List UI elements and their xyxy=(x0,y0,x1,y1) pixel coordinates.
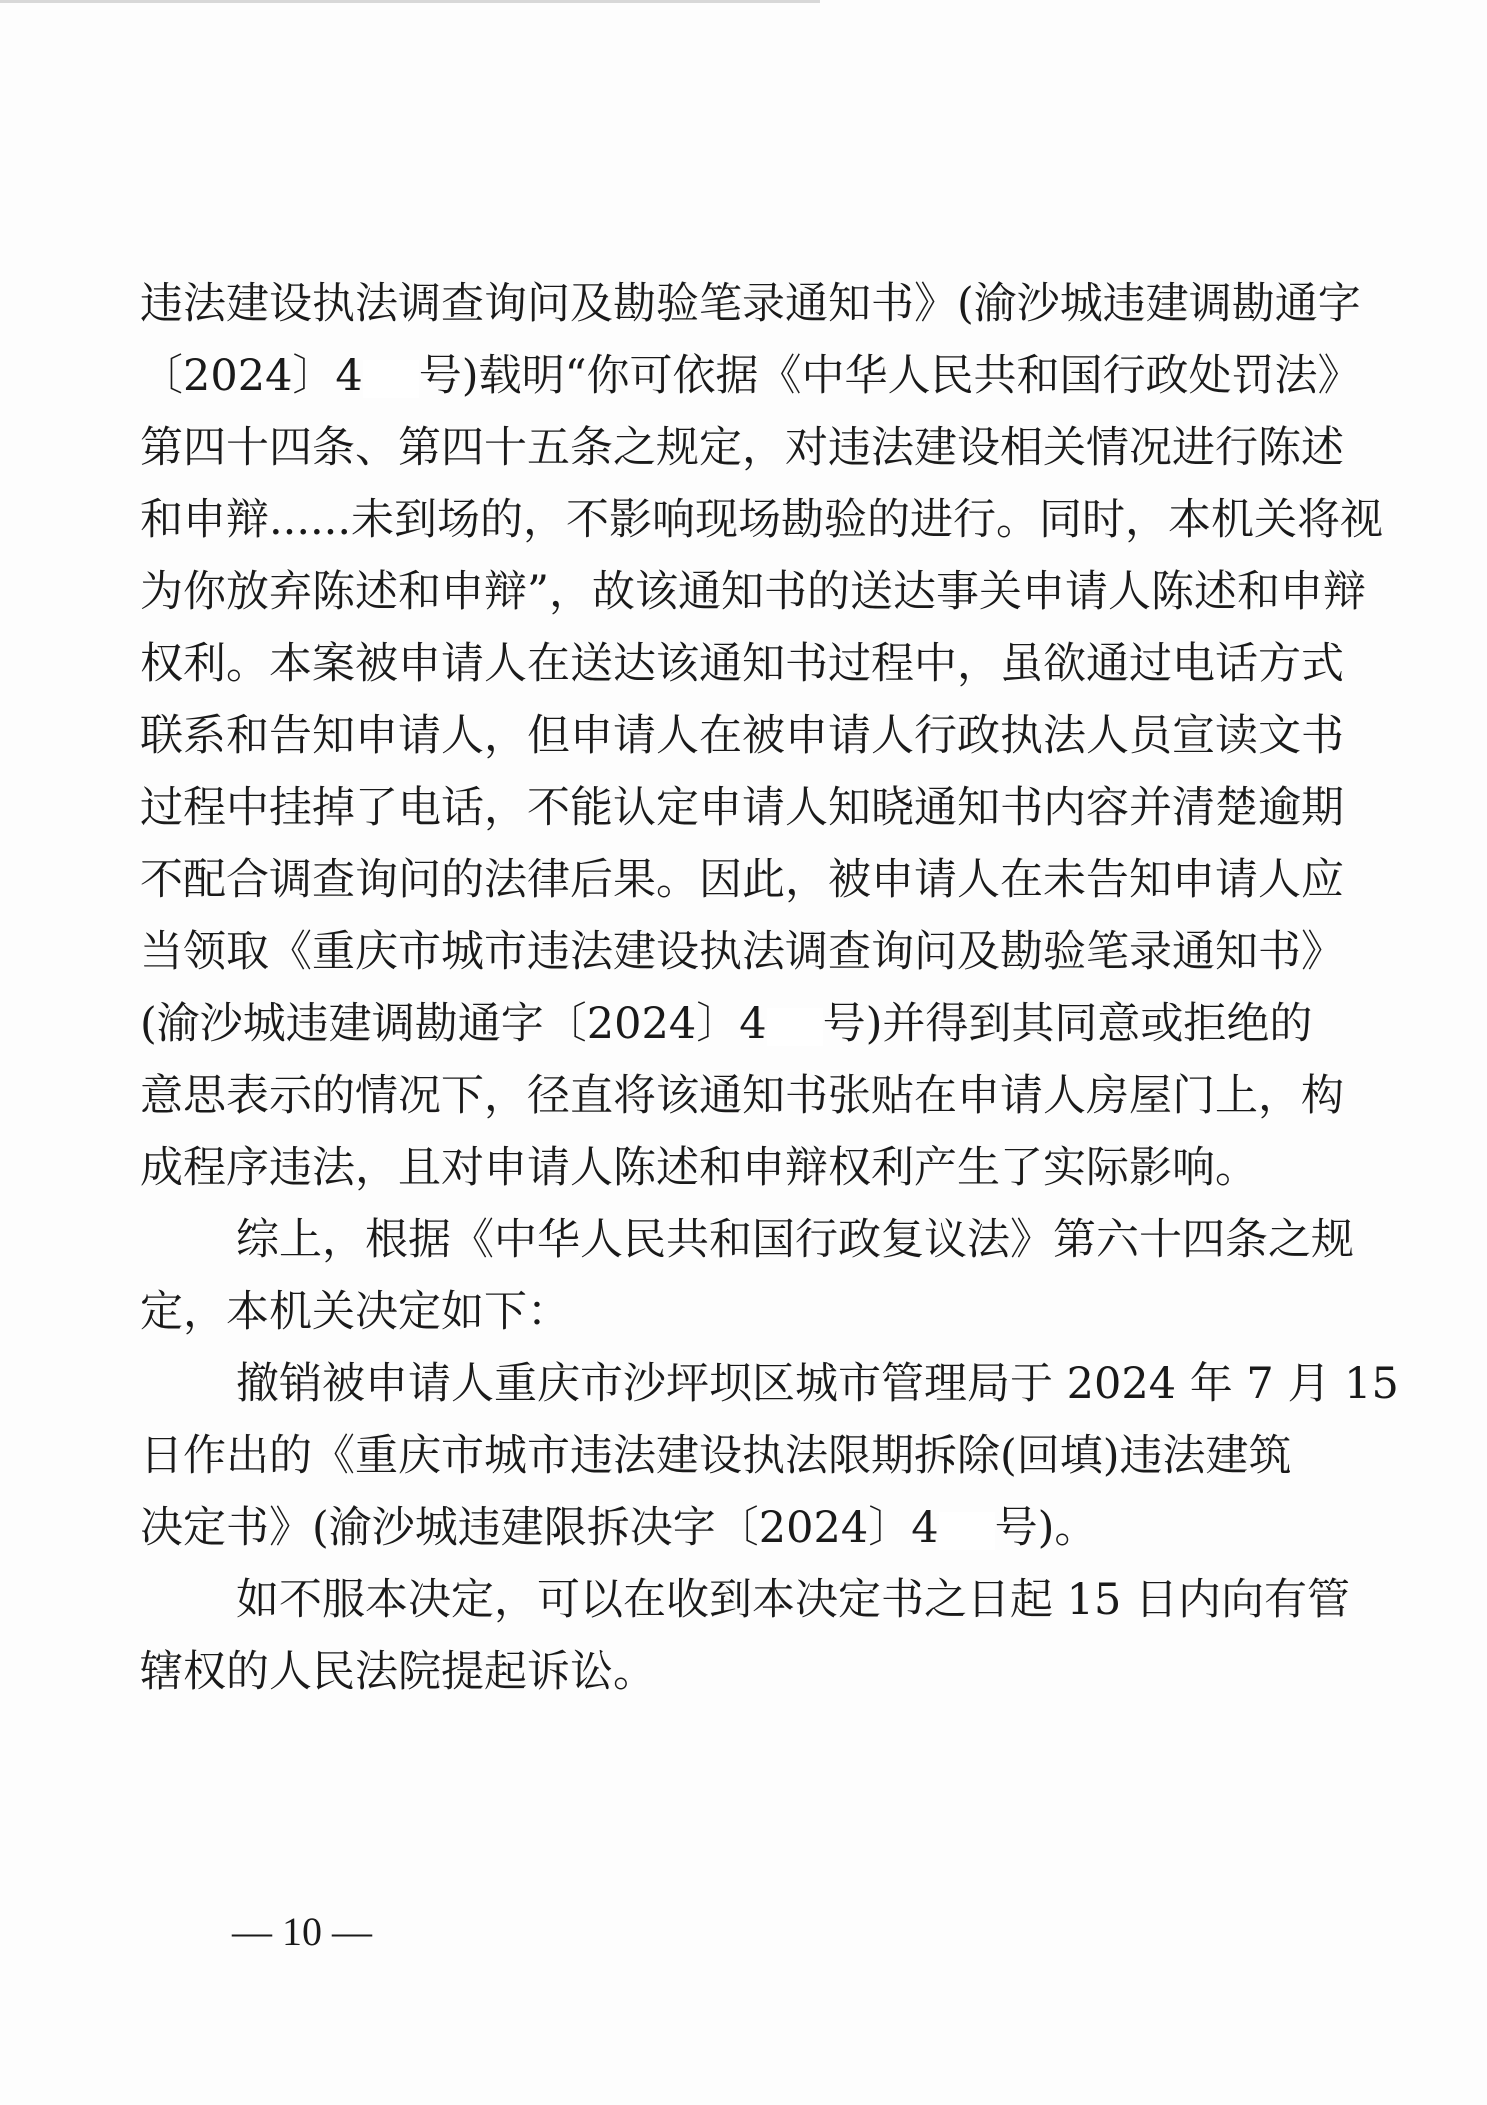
body-line: 成程序违法，且对申请人陈述和申辩权利产生了实际影响。 xyxy=(140,1143,1258,1193)
body-line: 撤销被申请人重庆市沙坪坝区城市管理局于 2024 年 7 月 15 xyxy=(236,1359,1399,1409)
body-line: 和申辩......未到场的，不影响现场勘验的进行。同时，本机关将视 xyxy=(140,495,1384,545)
body-line: 日作出的《重庆市城市违法建设执法限期拆除(回填)违法建筑 xyxy=(140,1431,1292,1481)
body-line: 违法建设执法调查询问及勘验笔录通知书》(渝沙城违建调勘通字 xyxy=(140,279,1361,329)
body-line: 定，本机关决定如下： xyxy=(140,1287,570,1337)
body-line: 为你放弃陈述和申辩”，故该通知书的送达事关申请人陈述和申辩 xyxy=(140,567,1366,617)
body-line: 综上，根据《中华人民共和国行政复议法》第六十四条之规 xyxy=(236,1215,1354,1265)
body-line xyxy=(140,988,1313,1060)
body-text-fragment: 号)载明“你可依据《中华人民共和国行政处罚法》 xyxy=(418,351,1361,401)
body-text-fragment: 〔2024〕4 xyxy=(140,351,363,401)
body-line: 辖权的人民法院提起诉讼。 xyxy=(140,1647,656,1697)
body-line xyxy=(140,1492,1270,1564)
body-line: 不配合调查询问的法律后果。因此，被申请人在未告知申请人应 xyxy=(140,855,1344,905)
page-number: — 10 — xyxy=(232,1909,372,1954)
body-line: 权利。本案被申请人在送达该通知书过程中，虽欲通过电话方式 xyxy=(140,639,1344,689)
body-text-fragment: (渝沙城违建调勘通字〔2024〕4 xyxy=(140,999,767,1049)
body-line: 第四十四条、第四十五条之规定，对违法建设相关情况进行陈述 xyxy=(140,423,1344,473)
body-text-fragment: 决定书》(渝沙城违建限拆决字〔2024〕4 xyxy=(140,1503,939,1553)
redaction-mark xyxy=(363,360,419,398)
body-line: 如不服本决定，可以在收到本决定书之日起 15 日内向有管 xyxy=(236,1575,1351,1625)
body-line: 过程中挂掉了电话，不能认定申请人知晓通知书内容并清楚逾期 xyxy=(140,783,1344,833)
body-text-fragment: 号)。 xyxy=(994,1503,1098,1553)
body-text-fragment: 号)并得到其同意或拒绝的 xyxy=(822,999,1313,1049)
redaction-mark xyxy=(939,1512,995,1550)
body-line: 意思表示的情况下，径直将该通知书张贴在申请人房屋门上，构 xyxy=(140,1071,1344,1121)
scan-edge-line xyxy=(0,0,820,3)
document-body xyxy=(140,268,1399,1708)
body-line xyxy=(140,340,1361,412)
body-line: 联系和告知申请人，但申请人在被申请人行政执法人员宣读文书 xyxy=(140,711,1344,761)
body-line: 当领取《重庆市城市违法建设执法调查询问及勘验笔录通知书》 xyxy=(140,927,1344,977)
redaction-mark xyxy=(767,1008,823,1046)
